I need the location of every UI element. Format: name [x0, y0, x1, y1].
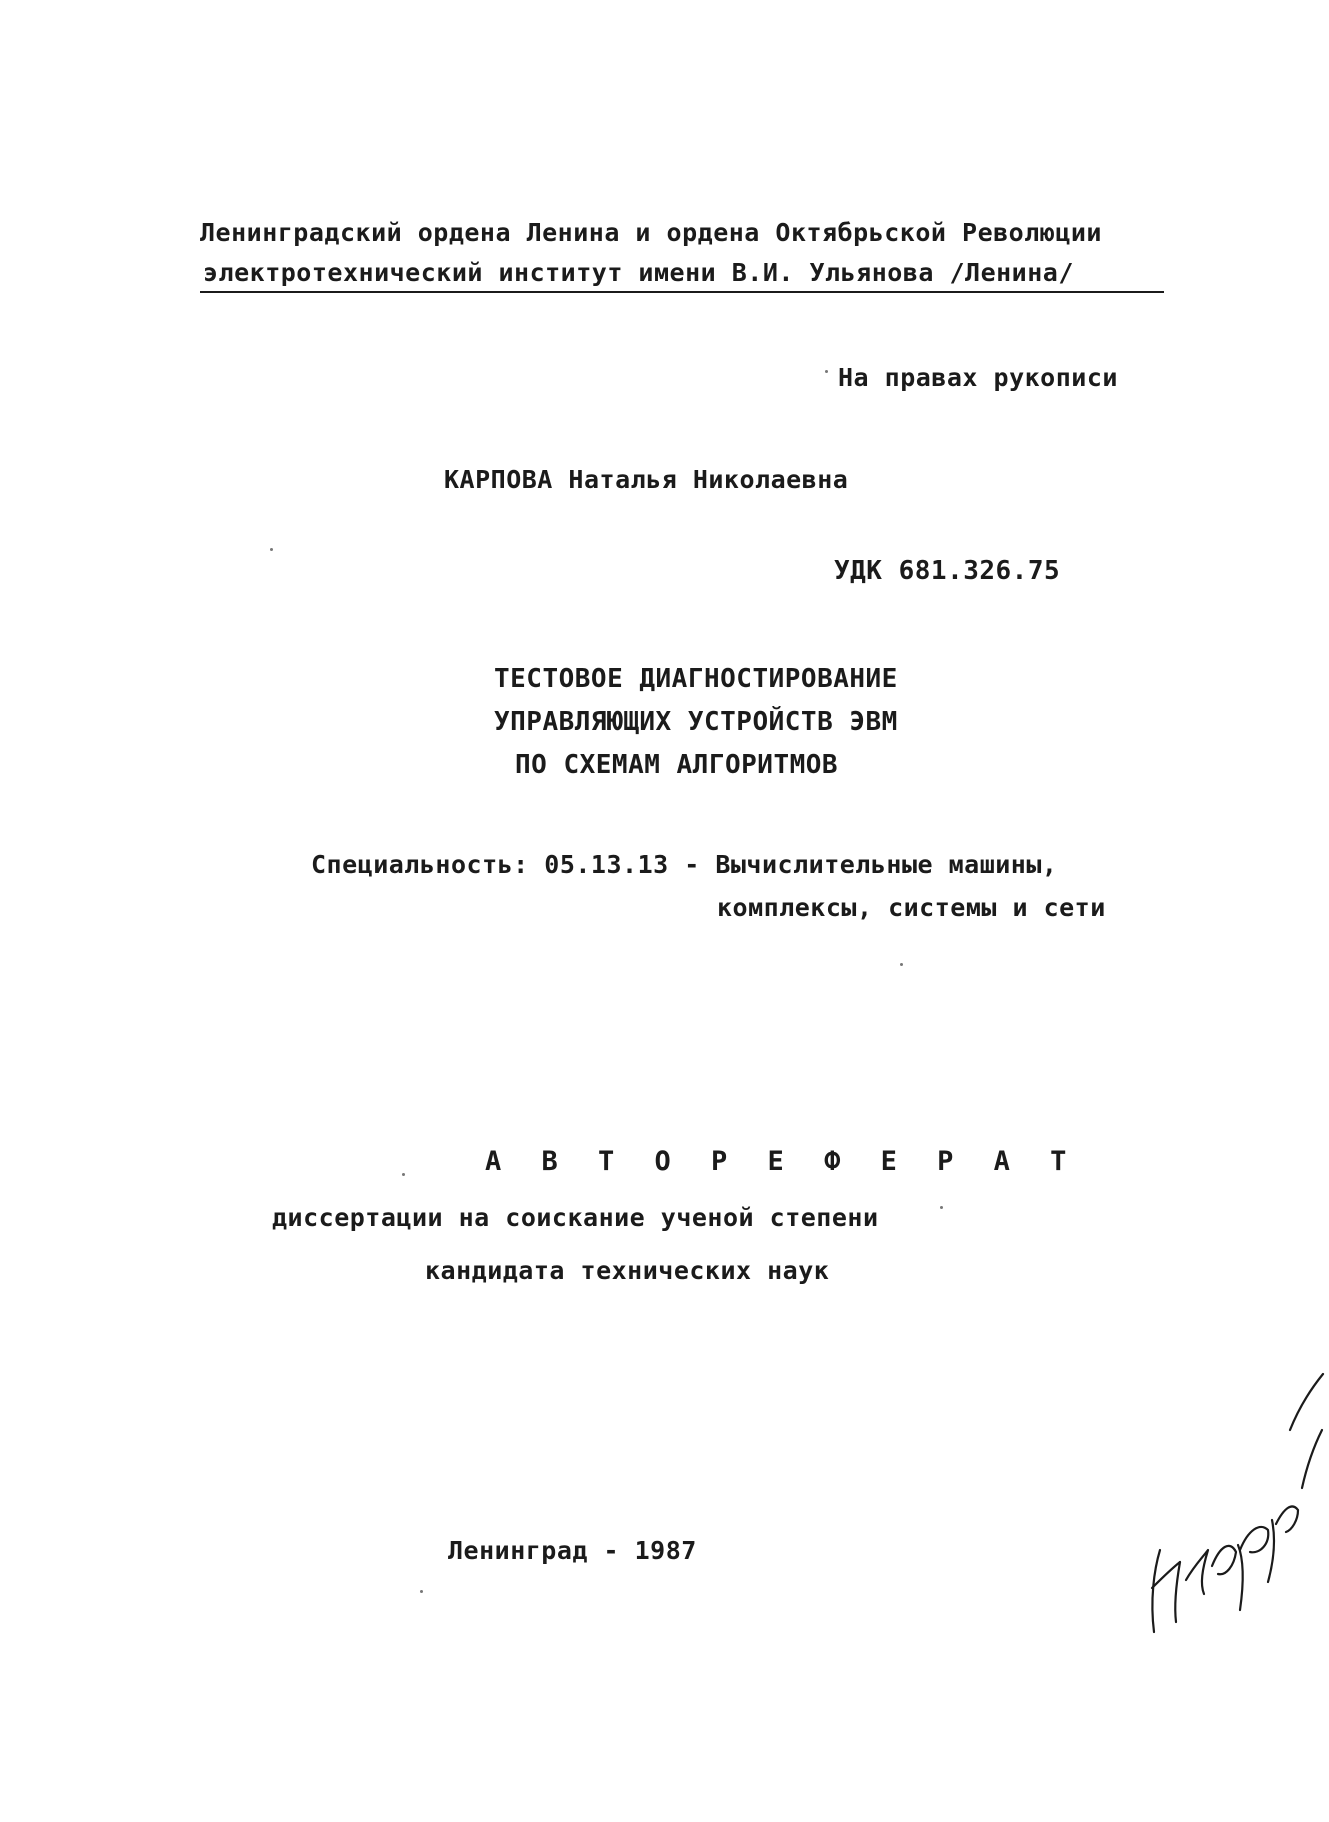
thesis-title-line-1: ТЕСТОВОЕ ДИАГНОСТИРОВАНИЕ	[494, 664, 898, 694]
abstract-heading: А В Т О Р Е Ф Е Р А Т	[485, 1146, 1079, 1177]
scan-speck	[270, 548, 273, 551]
udk-code: УДК 681.326.75	[834, 556, 1061, 586]
institution-line-1: Ленинградский ордена Ленина и ордена Октябрьской Революции	[200, 218, 1102, 247]
author-name: КАРПОВА Наталья Николаевна	[444, 465, 849, 494]
city-year: Ленинград - 1987	[448, 1536, 697, 1565]
thesis-title-line-2: УПРАВЛЯЮЩИХ УСТРОЙСТВ ЭВМ	[494, 707, 898, 737]
specialty-line-1: Специальность: 05.13.13 - Вычислительные машины,	[311, 850, 1058, 879]
institution-underline	[200, 291, 1164, 293]
scan-speck	[825, 370, 828, 373]
scan-speck	[940, 1206, 943, 1209]
specialty-line-2: комплексы, системы и сети	[717, 893, 1106, 922]
scan-speck	[900, 963, 903, 966]
thesis-title-line-3: ПО СХЕМАМ АЛГОРИТМОВ	[515, 750, 839, 780]
scan-speck	[420, 1590, 423, 1593]
scan-speck	[402, 1173, 405, 1176]
manuscript-note: На правах рукописи	[838, 363, 1118, 392]
handwritten-signature	[1140, 1370, 1325, 1640]
thesis-degree-line-2: кандидата технических наук	[425, 1256, 830, 1285]
thesis-degree-line-1: диссертации на соискание ученой степени	[272, 1203, 879, 1232]
institution-line-2: электротехнический институт имени В.И. Ульянова /Ленина/	[203, 258, 1074, 287]
